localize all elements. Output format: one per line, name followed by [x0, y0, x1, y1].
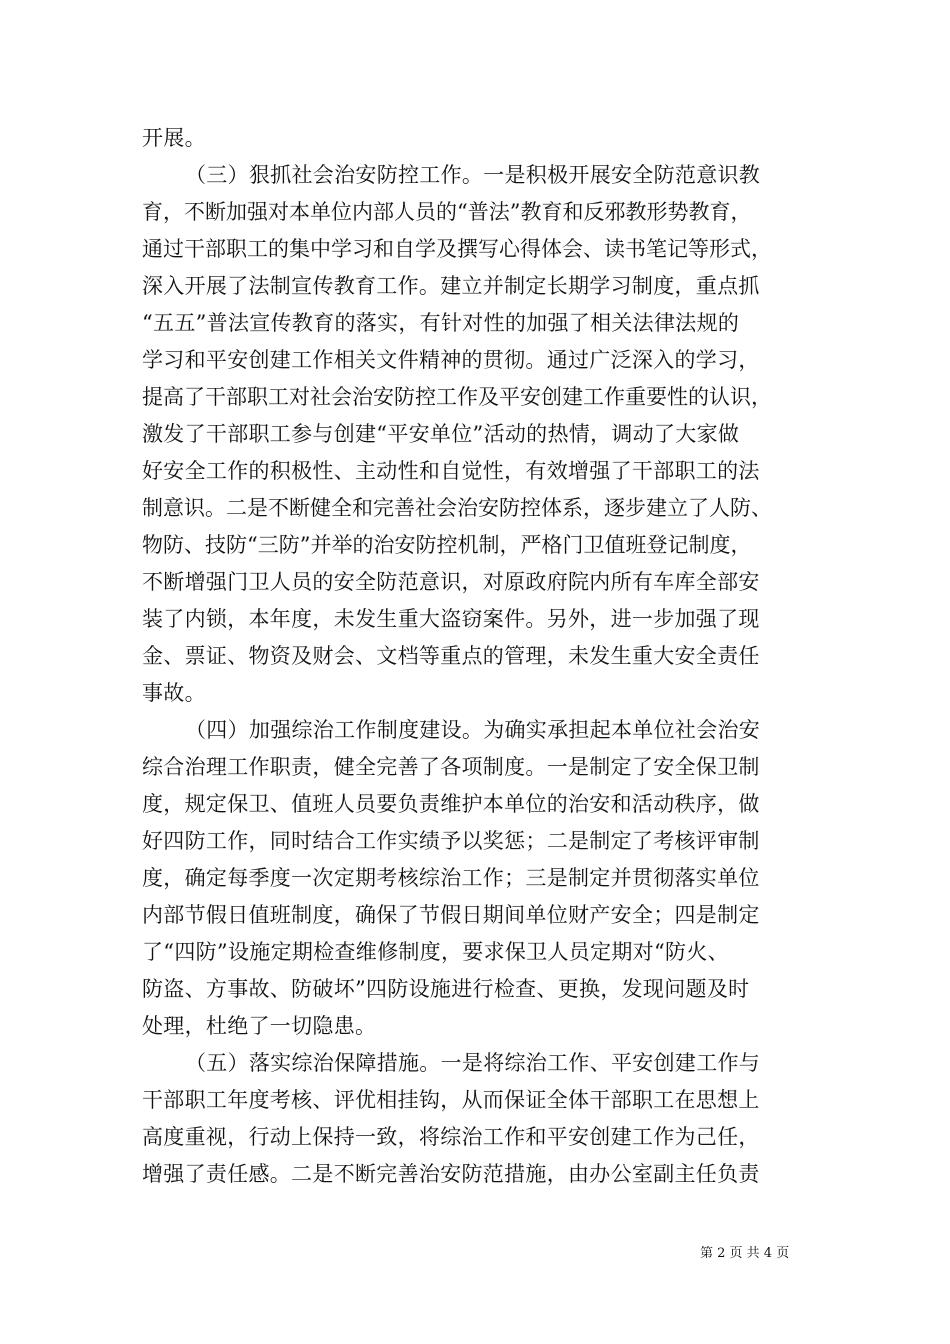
text-line: 高度重视，行动上保持一致，将综治工作和平安创建工作为己任，: [142, 1125, 760, 1149]
text-line: 好四防工作，同时结合工作实绩予以奖惩；二是制定了考核评审制: [142, 829, 760, 853]
text-line: 了“四防”设施定期检查维修制度，要求保卫人员定期对“防火、: [142, 940, 729, 964]
text-line: 学习和平安创建工作相关文件精神的贯彻。通过广泛深入的学习，: [142, 348, 760, 372]
text-line: 度，规定保卫、值班人员要负责维护本单位的治安和活动秩序，做: [142, 792, 760, 816]
text-line: 装了内锁，本年度，未发生重大盗窃案件。另外，进一步加强了现: [142, 607, 760, 631]
paragraph-4-start: （四）加强综治工作制度建设。为确实承担起本单位社会治安: [185, 718, 761, 742]
text-line: 干部职工年度考核、评优相挂钩，从而保证全体干部职工在思想上: [142, 1088, 760, 1112]
text-line: 育，不断加强对本单位内部人员的“普法”教育和反邪教形势教育，: [142, 200, 752, 224]
text-line: 综合治理工作职责，健全完善了各项制度。一是制定了安全保卫制: [142, 755, 760, 779]
text-line: 提高了干部职工对社会治安防控工作及平安创建工作重要性的认识，: [142, 385, 772, 409]
page-number-footer: 第 2 页 共 4 页: [700, 1246, 790, 1261]
text-line: 物防、技防“三防”并举的治安防控机制，严格门卫值班登记制度，: [142, 533, 752, 557]
text-line: 好安全工作的积极性、主动性和自觉性，有效增强了干部职工的法: [142, 459, 760, 483]
text-line: 事故。: [142, 681, 206, 705]
paragraph-3-start: （三）狠抓社会治安防控工作。一是积极开展安全防范意识教: [185, 163, 761, 187]
text-line: 深入开展了法制宣传教育工作。建立并制定长期学习制度，重点抓: [142, 274, 760, 298]
text-line: 内部节假日值班制度，确保了节假日期间单位财产安全；四是制定: [142, 903, 760, 927]
text-line: 开展。: [142, 126, 206, 150]
text-line: 制意识。二是不断健全和完善社会治安防控体系，逐步建立了人防、: [142, 496, 772, 520]
text-line: 通过干部职工的集中学习和自学及撰写心得体会、读书笔记等形式，: [142, 237, 772, 261]
text-line: 度，确定每季度一次定期考核综治工作；三是制定并贯彻落实单位: [142, 866, 760, 890]
paragraph-5-start: （五）落实综治保障措施。一是将综治工作、平安创建工作与: [185, 1051, 761, 1075]
text-line: 激发了干部职工参与创建“平安单位”活动的热情，调动了大家做: [142, 422, 740, 446]
text-line: 处理，杜绝了一切隐患。: [142, 1014, 377, 1038]
text-line: 金、票证、物资及财会、文档等重点的管理，未发生重大安全责任: [142, 644, 760, 668]
text-line: 防盗、方事故、防破坏”四防设施进行检查、更换，发现问题及时: [142, 977, 750, 1001]
text-line: 不断增强门卫人员的安全防范意识，对原政府院内所有车库全部安: [142, 570, 760, 594]
text-line: “五五”普法宣传教育的落实，有针对性的加强了相关法律法规的: [142, 311, 740, 335]
text-line: 增强了责任感。二是不断完善治安防范措施，由办公室副主任负责: [142, 1162, 760, 1186]
